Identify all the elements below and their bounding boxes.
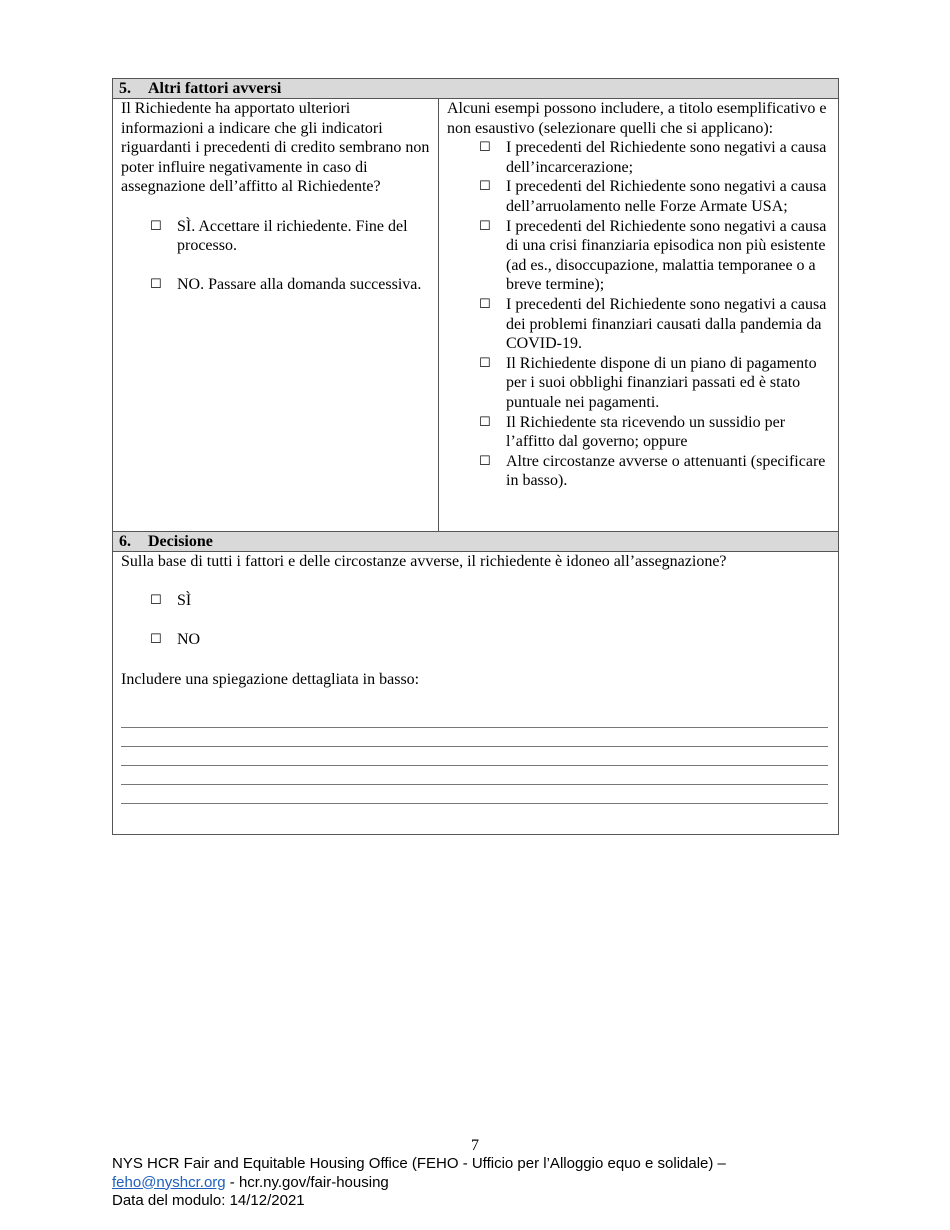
section-5-left-column (113, 99, 439, 531)
checkbox-icon[interactable]: ☐ (150, 593, 162, 609)
explanation-prompt: Includere una spiegazione dettagliata in basso: (121, 670, 420, 688)
section-5-body (113, 99, 838, 531)
section-5-question: Il Richiedente ha apportato ulteriori informazioni a indicare che gli indicatori riguardanti i precedenti di credito sembrano non poter influire negativamente in caso di assegnazione dell’affitto al Richiedente? (121, 100, 430, 196)
section-5-title: Altri fattori avversi (148, 80, 282, 97)
write-in-line[interactable] (121, 747, 828, 766)
checkbox-icon[interactable]: ☐ (479, 179, 491, 195)
decision-question: Sulla base di tutti i fattori e delle circostanze avverse, il richiedente è idoneo all’assegnazione? (121, 553, 727, 570)
footer-email-link[interactable]: feho@nyshcr.org (112, 1173, 226, 1191)
example-label: Il Richiedente sta ricevendo un sussidio per l’affitto dal governo; oppure (506, 413, 786, 451)
write-in-line[interactable] (121, 766, 828, 785)
page-number: 7 (471, 1137, 479, 1154)
example-label: I precedenti del Richiedente sono negativi a causa dei problemi finanziari causati dalla pandemia da COVID-19. (506, 295, 827, 353)
decision-no-option[interactable] (121, 630, 830, 650)
checkbox-icon[interactable]: ☐ (150, 277, 162, 293)
option-yes-accept-label: SÌ. Accettare il richiedente. Fine del processo. (177, 217, 408, 255)
example-item[interactable] (447, 413, 830, 452)
option-yes-accept[interactable] (121, 217, 430, 256)
explanation-lines[interactable] (121, 709, 830, 804)
example-item[interactable] (447, 452, 830, 491)
example-label: I precedenti del Richiedente sono negativi a causa dell’arruolamento nelle Forze Armate USA; (506, 178, 827, 215)
section-5-number: 5. (119, 80, 131, 97)
checkbox-icon[interactable]: ☐ (479, 140, 491, 156)
checkbox-icon[interactable]: ☐ (479, 355, 491, 371)
example-item[interactable] (447, 138, 830, 177)
write-in-line[interactable] (121, 785, 828, 804)
section-6-body (113, 552, 838, 834)
decision-no-label: NO (177, 631, 201, 649)
decision-yes-option[interactable] (121, 591, 830, 611)
checkbox-icon[interactable]: ☐ (479, 296, 491, 312)
section-6-header (113, 531, 838, 552)
footer-site: - hcr.ny.gov/fair-housing (225, 1173, 389, 1191)
footer-contact-line (112, 1174, 832, 1193)
checkbox-icon[interactable]: ☐ (479, 453, 491, 469)
checkbox-icon[interactable]: ☐ (479, 218, 491, 234)
example-item[interactable] (447, 177, 830, 216)
option-no-continue[interactable] (121, 275, 430, 295)
footer-date: Data del modulo: 14/12/2021 (112, 1192, 305, 1209)
footer-office-line: NYS HCR Fair and Equitable Housing Office (FEHO - Ufficio per l’Alloggio equo e solidale) – (112, 1155, 726, 1172)
checkbox-icon[interactable]: ☐ (150, 218, 162, 234)
section-6-title: Decisione (148, 533, 213, 550)
write-in-line[interactable] (121, 728, 828, 747)
section-5-right-column (439, 99, 838, 531)
example-item[interactable] (447, 354, 830, 413)
page-footer (112, 1155, 832, 1211)
form-table (112, 78, 839, 835)
option-no-continue-label: NO. Passare alla domanda successiva. (177, 276, 422, 294)
checkbox-icon[interactable]: ☐ (479, 414, 491, 430)
decision-yes-label: SÌ (177, 592, 192, 610)
section-5-header (113, 79, 838, 99)
checkbox-icon[interactable]: ☐ (150, 632, 162, 648)
section-6-number: 6. (119, 533, 131, 550)
example-item[interactable] (447, 295, 830, 354)
example-label: Il Richiedente dispone di un piano di pagamento per i suoi obblighi finanziari passati ed è stato puntuale nei pagamenti. (506, 354, 817, 411)
examples-list (447, 138, 830, 491)
example-label: I precedenti del Richiedente sono negativi a causa di una crisi finanziaria episodica non più esistente (ad es., disoccupazione, malattia temporanee o a breve termine); (506, 217, 827, 294)
example-item[interactable] (447, 217, 830, 295)
write-in-line[interactable] (121, 709, 828, 728)
examples-intro: Alcuni esempi possono includere, a titolo esemplificativo e non esaustivo (selezionare quelli che si applicano): (447, 100, 827, 137)
example-label: Altre circostanze avverse o attenuanti (specificare in basso). (506, 452, 826, 490)
example-label: I precedenti del Richiedente sono negativi a causa dell’incarcerazione; (506, 139, 827, 176)
